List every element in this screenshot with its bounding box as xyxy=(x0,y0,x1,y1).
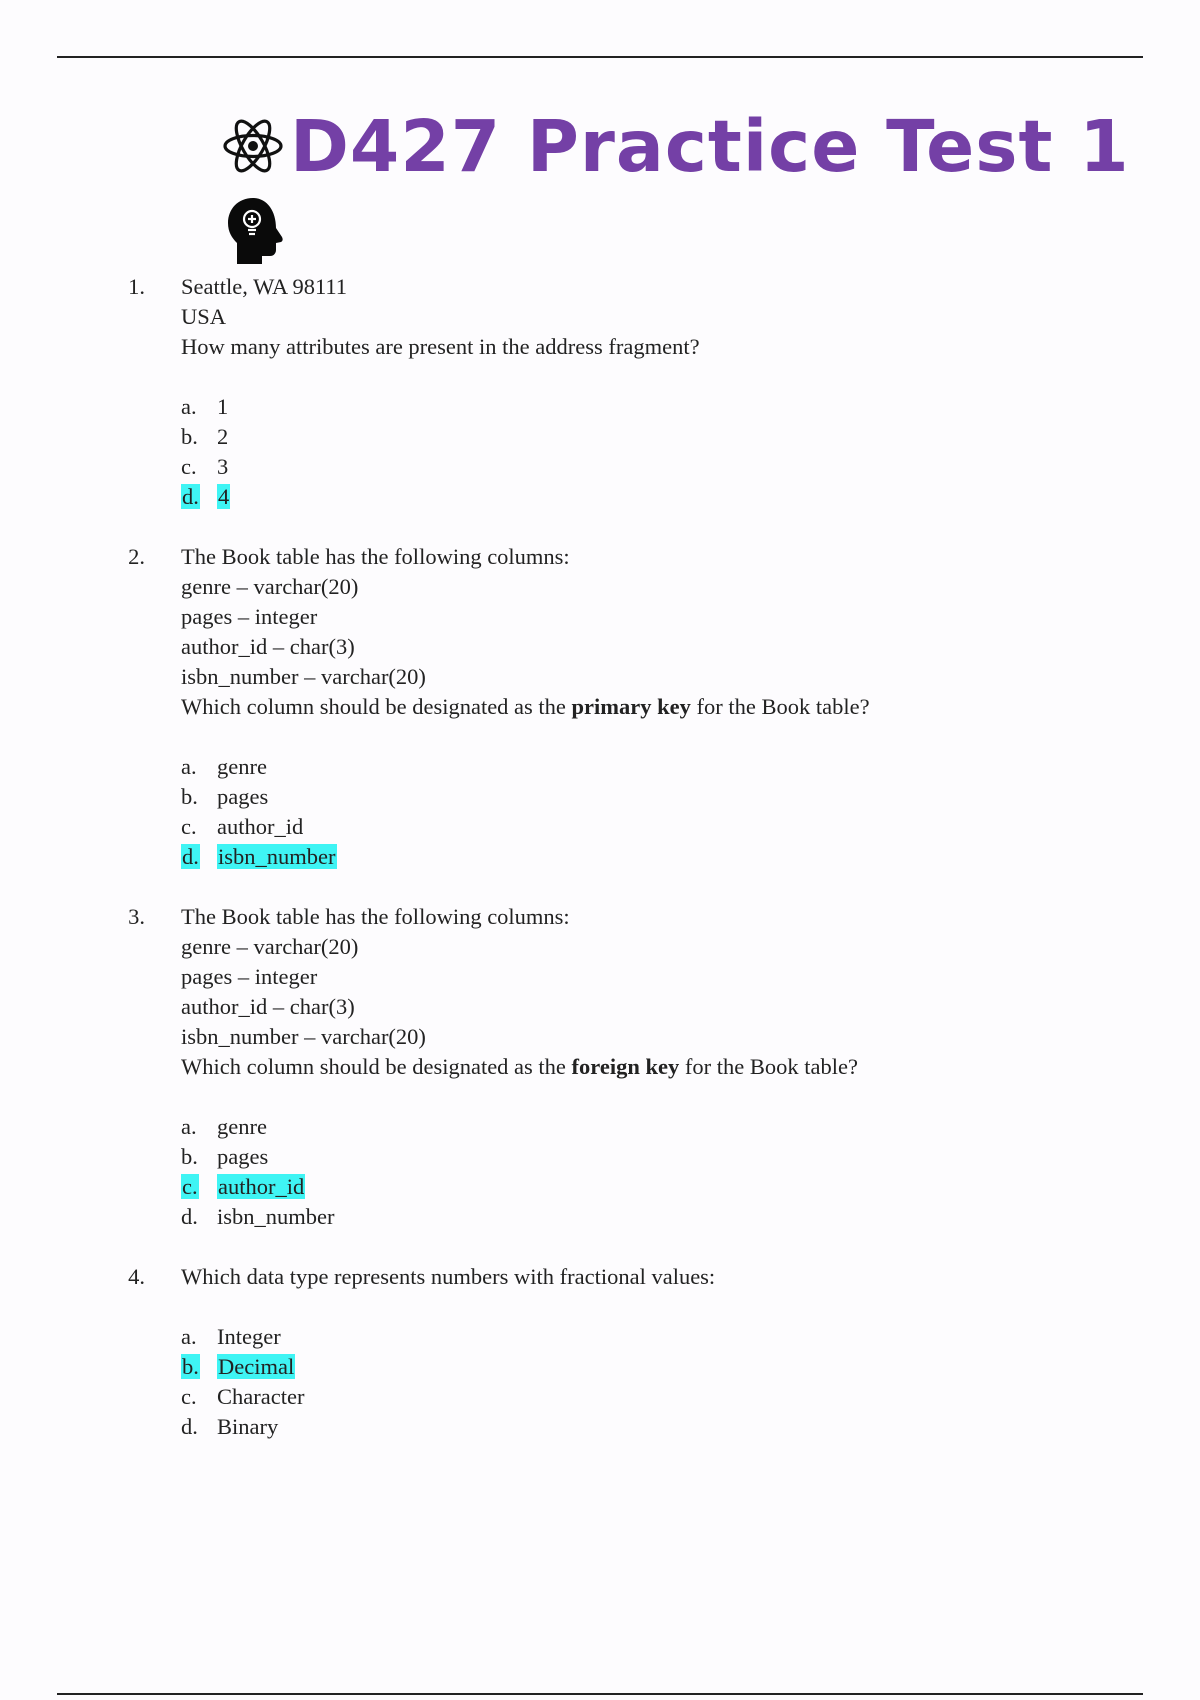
option-text xyxy=(217,1172,305,1202)
option-text xyxy=(217,1142,268,1172)
option-letter xyxy=(181,1352,217,1382)
option-list xyxy=(181,1322,1200,1442)
prompt-text: How many attributes are present in the address fragment? xyxy=(181,334,700,359)
question-prompt xyxy=(181,1052,1200,1082)
option-text xyxy=(217,1202,335,1232)
question-prompt xyxy=(181,692,1200,722)
answer-option-d xyxy=(181,842,1200,872)
answer-option-b xyxy=(181,1142,1200,1172)
option-text xyxy=(217,1352,295,1382)
question-prompt xyxy=(181,1262,1200,1292)
prompt-text: Which data type represents numbers with fractional values: xyxy=(181,1264,716,1289)
answer-option-d xyxy=(181,482,1200,512)
option-text xyxy=(217,1112,267,1142)
option-letter xyxy=(181,752,217,782)
question-1 xyxy=(0,272,1200,512)
answer-option-c xyxy=(181,452,1200,482)
option-list xyxy=(181,392,1200,512)
option-text xyxy=(217,1412,278,1442)
option-text xyxy=(217,1322,281,1352)
answer-text: 1 xyxy=(217,394,229,419)
letter-text: a. xyxy=(181,754,197,779)
prompt-text: Which column should be designated as the xyxy=(181,1054,572,1079)
highlighted-letter: b. xyxy=(182,1354,199,1379)
letter-text: b. xyxy=(181,1144,198,1169)
question-body xyxy=(181,542,1200,872)
question-body xyxy=(181,1262,1200,1442)
option-text xyxy=(217,842,337,872)
prompt-text-after: for the Book table? xyxy=(679,1054,858,1079)
option-letter xyxy=(181,422,217,452)
letter-text: d. xyxy=(181,1204,198,1229)
highlighted-letter: d. xyxy=(182,484,199,509)
option-letter xyxy=(181,1412,217,1442)
letter-text: b. xyxy=(181,784,198,809)
answer-text: genre xyxy=(217,754,267,779)
answer-text: genre xyxy=(217,1114,267,1139)
question-line: USA xyxy=(181,304,227,329)
answer-option-a xyxy=(181,392,1200,422)
answer-text: isbn_number xyxy=(217,1204,335,1229)
question-number: 2. xyxy=(128,544,145,569)
answer-option-a xyxy=(181,752,1200,782)
atom-icon xyxy=(222,110,284,182)
option-letter xyxy=(181,452,217,482)
answer-text: Character xyxy=(217,1384,305,1409)
answer-option-c xyxy=(181,812,1200,842)
option-letter xyxy=(181,1142,217,1172)
answer-option-c xyxy=(181,1382,1200,1412)
prompt-keyword: foreign key xyxy=(571,1054,680,1079)
option-text xyxy=(217,782,268,812)
answer-text: pages xyxy=(217,784,269,809)
letter-text: b. xyxy=(181,424,198,449)
question-line: The Book table has the following columns: xyxy=(181,904,570,929)
option-letter xyxy=(181,1322,217,1352)
option-letter xyxy=(181,812,217,842)
highlighted-answer: isbn_number xyxy=(218,844,336,869)
answer-option-b xyxy=(181,422,1200,452)
letter-text: d. xyxy=(181,1414,198,1439)
question-line: The Book table has the following columns: xyxy=(181,544,570,569)
answer-option-a xyxy=(181,1322,1200,1352)
option-letter xyxy=(181,392,217,422)
letter-text: a. xyxy=(181,394,197,419)
answer-option-b xyxy=(181,1352,1200,1382)
question-line: author_id – char(3) xyxy=(181,994,355,1019)
question-line: genre – varchar(20) xyxy=(181,574,359,599)
option-letter xyxy=(181,482,217,512)
option-letter xyxy=(181,1172,217,1202)
letter-text: c. xyxy=(181,454,197,479)
highlighted-answer: Decimal xyxy=(218,1354,295,1379)
option-list xyxy=(181,752,1200,872)
question-number: 3. xyxy=(128,904,145,929)
option-letter xyxy=(181,782,217,812)
question-number: 4. xyxy=(128,1264,145,1289)
answer-text: pages xyxy=(217,1144,269,1169)
letter-text: c. xyxy=(181,814,197,839)
option-text xyxy=(217,392,228,422)
option-text xyxy=(217,752,267,782)
letter-text: a. xyxy=(181,1114,197,1139)
option-list xyxy=(181,1112,1200,1232)
option-text xyxy=(217,1382,304,1412)
answer-option-d xyxy=(181,1202,1200,1232)
option-text xyxy=(217,812,303,842)
question-prompt xyxy=(181,332,1200,362)
answer-text: 3 xyxy=(217,454,229,479)
option-text xyxy=(217,452,228,482)
prompt-keyword: primary key xyxy=(571,694,691,719)
question-list xyxy=(0,272,1200,1442)
option-letter xyxy=(181,1382,217,1412)
question-number: 1. xyxy=(128,274,145,299)
question-3 xyxy=(0,902,1200,1232)
highlighted-letter: c. xyxy=(182,1174,198,1199)
question-line: pages – integer xyxy=(181,604,318,629)
option-letter xyxy=(181,1112,217,1142)
question-line: isbn_number – varchar(20) xyxy=(181,1024,426,1049)
prompt-text-after: for the Book table? xyxy=(690,694,870,719)
title-row xyxy=(222,96,1130,196)
question-body xyxy=(181,272,1200,512)
highlighted-answer: author_id xyxy=(218,1174,305,1199)
question-4 xyxy=(0,1262,1200,1442)
option-letter xyxy=(181,842,217,872)
question-line: genre – varchar(20) xyxy=(181,934,359,959)
answer-text: 2 xyxy=(217,424,229,449)
prompt-text: Which column should be designated as the xyxy=(181,694,572,719)
highlighted-letter: d. xyxy=(182,844,199,869)
answer-option-a xyxy=(181,1112,1200,1142)
answer-text: Binary xyxy=(217,1414,279,1439)
question-line: isbn_number – varchar(20) xyxy=(181,664,426,689)
letter-text: a. xyxy=(181,1324,197,1349)
answer-option-c xyxy=(181,1172,1200,1202)
question-body xyxy=(181,902,1200,1232)
bottom-rule xyxy=(57,1693,1143,1695)
letter-text: c. xyxy=(181,1384,197,1409)
question-line: Seattle, WA 98111 xyxy=(181,274,348,299)
top-rule xyxy=(57,56,1143,58)
answer-text: Integer xyxy=(217,1324,281,1349)
head-lightbulb-icon xyxy=(226,196,288,266)
question-line: author_id – char(3) xyxy=(181,634,355,659)
question-2 xyxy=(0,542,1200,872)
option-text xyxy=(217,422,228,452)
question-line: pages – integer xyxy=(181,964,318,989)
page-title: D427 Practice Test 1 xyxy=(290,104,1130,188)
highlighted-answer: 4 xyxy=(218,484,230,509)
answer-option-d xyxy=(181,1412,1200,1442)
option-text xyxy=(217,482,230,512)
answer-text: author_id xyxy=(217,814,304,839)
option-letter xyxy=(181,1202,217,1232)
answer-option-b xyxy=(181,782,1200,812)
